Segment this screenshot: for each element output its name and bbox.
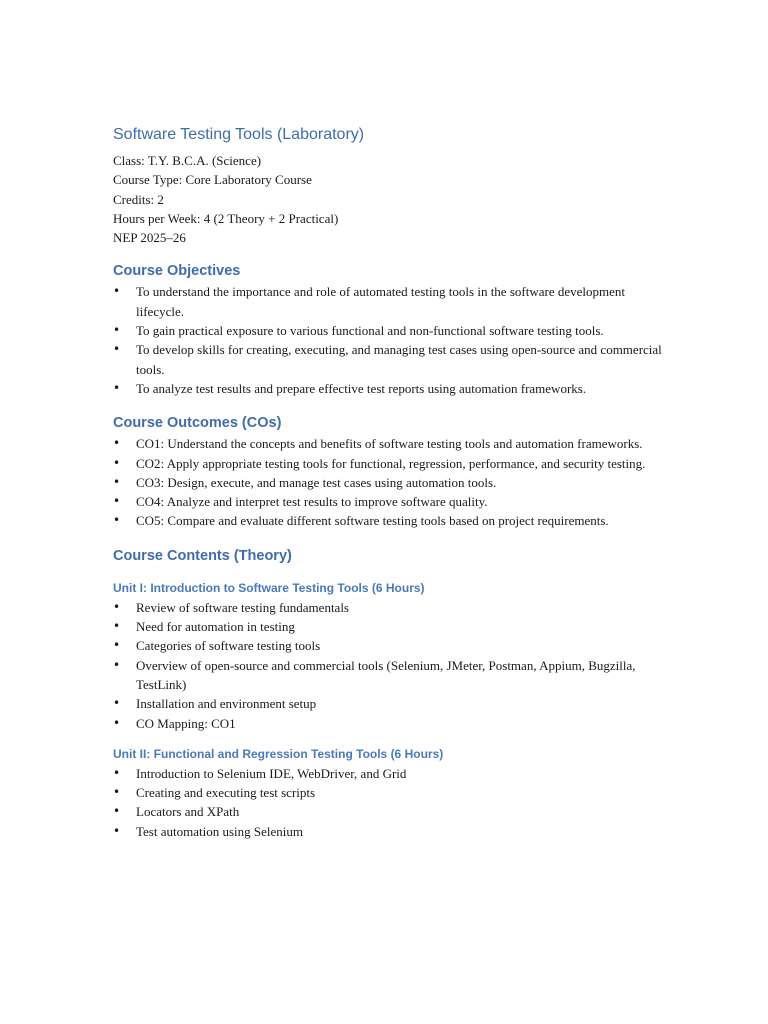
bullet-icon: • <box>113 284 121 299</box>
objectives-heading: Course Objectives <box>113 263 241 280</box>
outcomes-section <box>113 413 673 530</box>
meta-class: Class: T.Y. B.C.A. (Science) <box>113 153 262 168</box>
list-item <box>113 473 673 492</box>
bullet-icon: • <box>113 323 121 338</box>
objectives-list <box>113 282 673 398</box>
unit-1-list <box>113 598 673 733</box>
document-title: Software Testing Tools (Laboratory) <box>113 126 365 143</box>
bullet-icon: • <box>113 619 121 634</box>
list-item-text: To develop skills for creating, executing, and managing test cases using open-source and commercial tools. <box>136 342 662 377</box>
list-item <box>113 454 673 473</box>
course-meta <box>113 151 673 247</box>
bullet-icon: • <box>113 785 121 800</box>
list-item <box>113 511 673 530</box>
list-item-text: Installation and environment setup <box>136 696 317 712</box>
list-item <box>113 492 673 511</box>
list-item <box>113 636 673 655</box>
unit-2-list <box>113 764 673 841</box>
bullet-icon: • <box>113 804 121 819</box>
list-item <box>113 694 673 713</box>
bullet-icon: • <box>113 455 121 470</box>
list-item <box>113 434 673 453</box>
list-item-text: Test automation using Selenium <box>136 823 303 839</box>
bullet-icon: • <box>113 494 121 509</box>
list-item <box>113 379 673 398</box>
list-item-text: To analyze test results and prepare effective test reports using automation frameworks. <box>136 380 587 396</box>
list-item <box>113 714 673 733</box>
bullet-icon: • <box>113 715 121 730</box>
list-item-text: CO2: Apply appropriate testing tools for functional, regression, performance, and security testing. <box>136 455 646 471</box>
list-item-text: Introduction to Selenium IDE, WebDriver, and Grid <box>136 765 407 781</box>
bullet-icon: • <box>113 823 121 838</box>
list-item <box>113 822 673 841</box>
bullet-icon: • <box>113 696 121 711</box>
list-item-text: Review of software testing fundamentals <box>136 599 349 615</box>
bullet-icon: • <box>113 599 121 614</box>
meta-nep: NEP 2025–26 <box>113 230 186 246</box>
outcomes-list <box>113 434 673 530</box>
list-item <box>113 321 673 340</box>
list-item <box>113 598 673 617</box>
list-item <box>113 282 673 321</box>
meta-credits: Credits: 2 <box>113 191 164 207</box>
list-item-text: CO Mapping: CO1 <box>136 715 236 731</box>
list-item-text: Locators and XPath <box>136 804 240 820</box>
unit-1-heading: Unit I: Introduction to Software Testing Tools (6 Hours) <box>113 580 425 595</box>
meta-course-type: Course Type: Core Laboratory Course <box>113 172 312 188</box>
list-item <box>113 764 673 783</box>
list-item <box>113 783 673 802</box>
list-item <box>113 802 673 821</box>
list-item <box>113 656 673 695</box>
list-item <box>113 340 673 379</box>
bullet-icon: • <box>113 342 121 357</box>
bullet-icon: • <box>113 657 121 672</box>
list-item-text: Need for automation in testing <box>136 619 295 635</box>
objectives-section <box>113 261 673 398</box>
list-item-text: Categories of software testing tools <box>136 638 321 654</box>
document-page <box>113 124 673 841</box>
list-item-text: Overview of open-source and commercial tools (Selenium, JMeter, Postman, Appium, Bugzilla, TestLink) <box>136 657 636 692</box>
bullet-icon: • <box>113 474 121 489</box>
unit-2-heading: Unit II: Functional and Regression Testing Tools (6 Hours) <box>113 746 444 761</box>
meta-hours: Hours per Week: 4 (2 Theory + 2 Practical) <box>113 210 339 226</box>
unit-2 <box>113 745 673 841</box>
contents-heading: Course Contents (Theory) <box>113 547 292 564</box>
list-item-text: To understand the importance and role of automated testing tools in the software development lifecycle. <box>136 284 625 319</box>
bullet-icon: • <box>113 765 121 780</box>
outcomes-heading: Course Outcomes (COs) <box>113 415 282 432</box>
list-item-text: CO4: Analyze and interpret test results to improve software quality. <box>136 494 488 510</box>
bullet-icon: • <box>113 638 121 653</box>
list-item-text: CO3: Design, execute, and manage test cases using automation tools. <box>136 474 497 490</box>
list-item <box>113 617 673 636</box>
list-item-text: CO5: Compare and evaluate different software testing tools based on project requirements. <box>136 513 609 529</box>
bullet-icon: • <box>113 513 121 528</box>
list-item-text: CO1: Understand the concepts and benefits of software testing tools and automation frameworks. <box>136 436 643 452</box>
contents-section <box>113 546 673 841</box>
unit-1 <box>113 579 673 733</box>
list-item-text: To gain practical exposure to various functional and non-functional software testing tools. <box>136 323 604 339</box>
bullet-icon: • <box>113 436 121 451</box>
list-item-text: Creating and executing test scripts <box>136 785 316 801</box>
bullet-icon: • <box>113 380 121 395</box>
